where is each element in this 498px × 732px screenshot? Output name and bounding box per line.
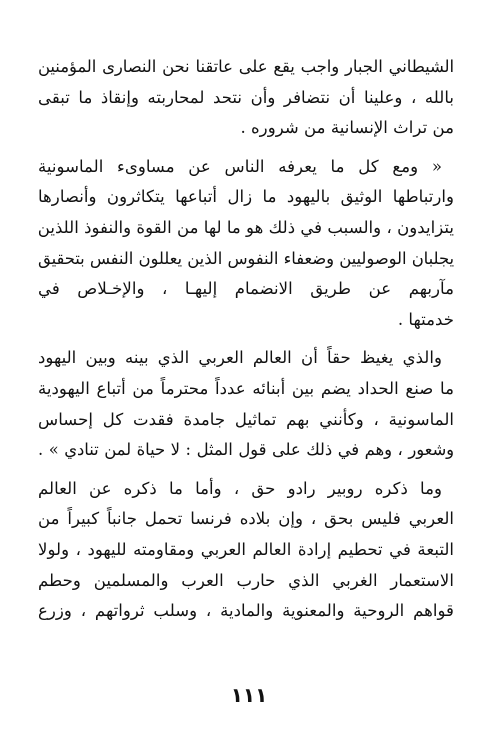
page-number: ١١١	[230, 683, 268, 707]
text-line: مآربهم عن طريق الانضمام إليهـا ، والإخـلاص في	[38, 279, 454, 299]
text-line: الاستعمار الغربي الذي حارب العرب والمسلمين وحطم	[38, 570, 454, 590]
text-line: خدمتها .	[397, 309, 454, 329]
text-line: يجلبان الوصوليين وضعفاء النفوس الذين يعللون النفس بتحقيق	[38, 248, 454, 268]
paragraph-2	[38, 152, 454, 336]
text-line: الماسونية ، وكأنني بهم تماثيل جامدة فقدت كل إحساس	[38, 409, 454, 429]
paragraph-1	[38, 52, 454, 144]
text-line: يتزايدون ، والسبب في ذلك هو ما لها من القوة والنفوذ اللذين	[38, 217, 454, 237]
text-line: التبعة في تحطيم إرادة العالم العربي ومقاومته لليهود ، ولولا	[38, 539, 454, 559]
text-line: الشيطاني الجبار واجب يقع على عاتقنا نحن النصارى المؤمنين	[38, 57, 454, 76]
text-line: من تراث الإنسانية من شروره .	[240, 118, 454, 138]
paragraph-3	[38, 343, 454, 465]
text-line: قواهم الروحية والمعنوية والمادية ، وسلب ثرواتهم ، وزرع	[38, 601, 454, 621]
paragraph-gap	[38, 466, 454, 474]
body-text	[38, 52, 454, 627]
text-line: وارتباطها الوثيق باليهود ما زال أتباعها يتكاثرون وأنصارها	[38, 187, 454, 207]
text-line: وشعور ، وهم في ذلك على قول المثل : لا حياة لمن تنادي » .	[38, 440, 454, 460]
paragraph-gap	[38, 144, 454, 152]
paragraph-gap	[38, 335, 454, 343]
text-line: والذي يغيظ حقاً أن العالم العربي الذي بينه وبين اليهود	[38, 348, 442, 368]
text-line: العربي فليس بحق ، وإن بلاده فرنسا تحمل جانباً كبيراً من	[38, 509, 454, 529]
paragraph-4	[38, 474, 454, 627]
text-line: ما صنع الحداد يضم بين أبنائه عدداً محترماً من أتباع اليهودية	[38, 378, 454, 398]
text-line: بالله ، وعلينا أن نتضافر وأن نتحد لمحاربته وإنقاذ ما تبقى	[38, 87, 454, 107]
text-line: « ومع كل ما يعرفه الناس عن مساوىء الماسونية	[38, 156, 442, 176]
text-line: وما ذكره روبير رادو حق ، وأما ما ذكره عن العالم	[38, 478, 442, 498]
